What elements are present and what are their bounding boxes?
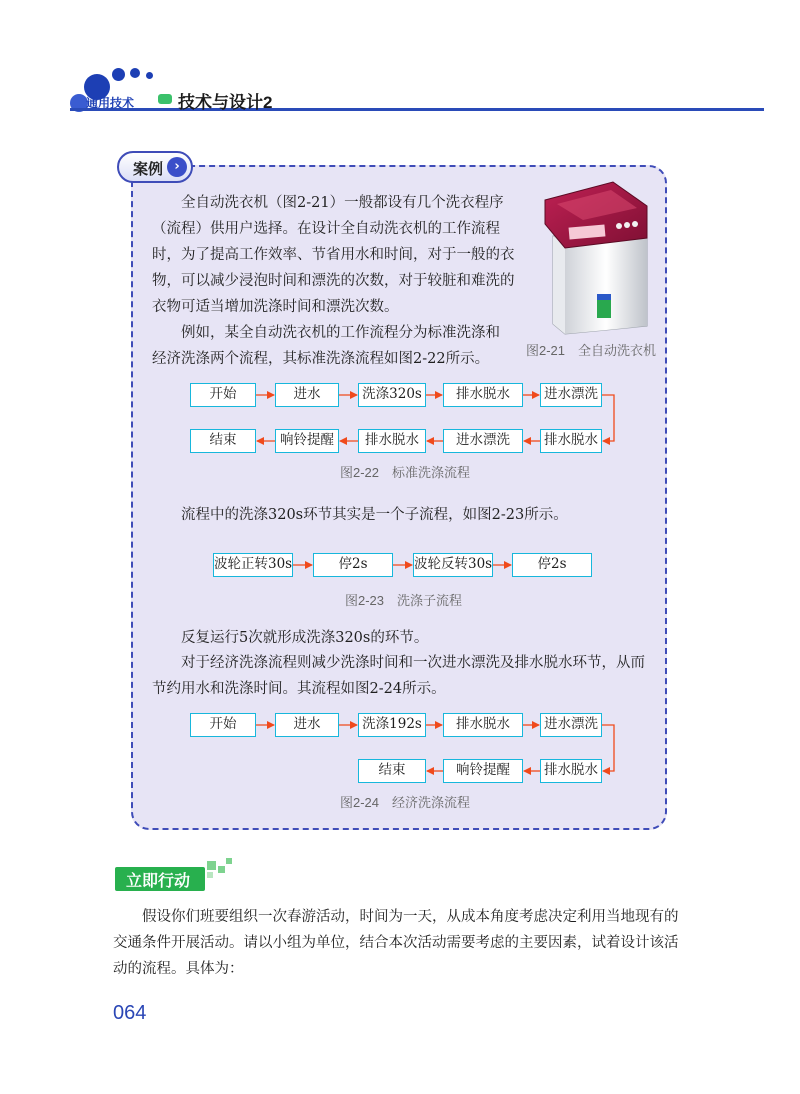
flow-step: 停2s <box>313 553 393 577</box>
header-rule <box>70 108 764 111</box>
page-title: 技术与设计2 <box>178 93 273 112</box>
flow-step: 洗涤192s <box>358 713 426 737</box>
case-paragraph-3: 流程中的洗涤320s环节其实是一个子流程，如图2-23所示。 <box>181 507 568 523</box>
flow-step: 停2s <box>512 553 592 577</box>
flow-step: 排水脱水 <box>358 429 426 453</box>
flow-step: 排水脱水 <box>540 429 602 453</box>
action-text: 假设你们班要组织一次春游活动，时间为一天，从成本角度考虑决定利用当地现有的交通条件开展活动。请以小组为单位，结合本次活动需要考虑的主要因素，试着设计该活动的流程。具体为： <box>113 909 679 977</box>
figure-caption: 图2-24 经济洗涤流程 <box>340 795 471 810</box>
case-tab <box>117 151 193 183</box>
flow-step: 响铃提醒 <box>275 429 339 453</box>
case-tab-label: 案例 <box>133 161 164 178</box>
figure-caption: 图2-21 全自动洗衣机 <box>526 343 657 358</box>
flow-step: 结束 <box>358 759 426 783</box>
flow-step: 开始 <box>190 383 256 407</box>
decor-square <box>218 866 225 873</box>
flow-step: 洗涤320s <box>358 383 426 407</box>
flow-step: 响铃提醒 <box>443 759 523 783</box>
chevron-right-icon: › <box>167 157 187 177</box>
flow-step: 进水 <box>275 713 339 737</box>
case-paragraph-4: 反复运行5次就形成洗涤320s的环节。 <box>181 630 429 646</box>
flow-step: 波轮正转30s <box>213 553 293 577</box>
flow-step: 进水漂洗 <box>540 383 602 407</box>
page-number: 064 <box>113 1002 147 1024</box>
case-paragraph-2: 例如，某全自动洗衣机的工作流程分为标准洗涤和经济洗涤两个流程，其标准洗涤流程如图2-22所示。 <box>152 325 500 367</box>
header-dot <box>130 68 140 78</box>
flow-step: 结束 <box>190 429 256 453</box>
figure-caption: 图2-23 洗涤子流程 <box>345 593 463 608</box>
book-label: 通用技术 <box>86 96 135 110</box>
flow-step: 进水漂洗 <box>540 713 602 737</box>
flow-step: 开始 <box>190 713 256 737</box>
figure-caption: 图2-22 标准洗涤流程 <box>340 465 471 480</box>
flow-step: 进水 <box>275 383 339 407</box>
flow-step: 进水漂洗 <box>443 429 523 453</box>
washing-machine-image <box>535 176 655 336</box>
flow-step: 排水脱水 <box>443 713 523 737</box>
decor-square <box>207 872 213 878</box>
flow-step: 排水脱水 <box>443 383 523 407</box>
decor-square <box>226 858 232 864</box>
decor-square <box>207 861 216 870</box>
book-badge <box>158 94 172 104</box>
flow-step: 排水脱水 <box>540 759 602 783</box>
flow-step: 波轮反转30s <box>413 553 493 577</box>
case-paragraph-5: 对于经济洗涤流程则减少洗涤时间和一次进水漂洗及排水脱水环节，从而节约用水和洗涤时间。其流程如图2-24所示。 <box>152 655 645 697</box>
action-label: 立即行动 <box>126 873 191 890</box>
case-paragraph-1: 全自动洗衣机（图2-21）一般都设有几个洗衣程序（流程）供用户选择。在设计全自动洗衣机的工作流程时，为了提高工作效率、节省用水和时间，对于一般的衣物，可以减少浸泡时间和漂洗的次数，对于较脏和难洗的衣物可适当增加洗涤时间和漂洗次数。 <box>152 195 515 315</box>
header-dot <box>146 72 153 79</box>
header-dot <box>112 68 125 81</box>
